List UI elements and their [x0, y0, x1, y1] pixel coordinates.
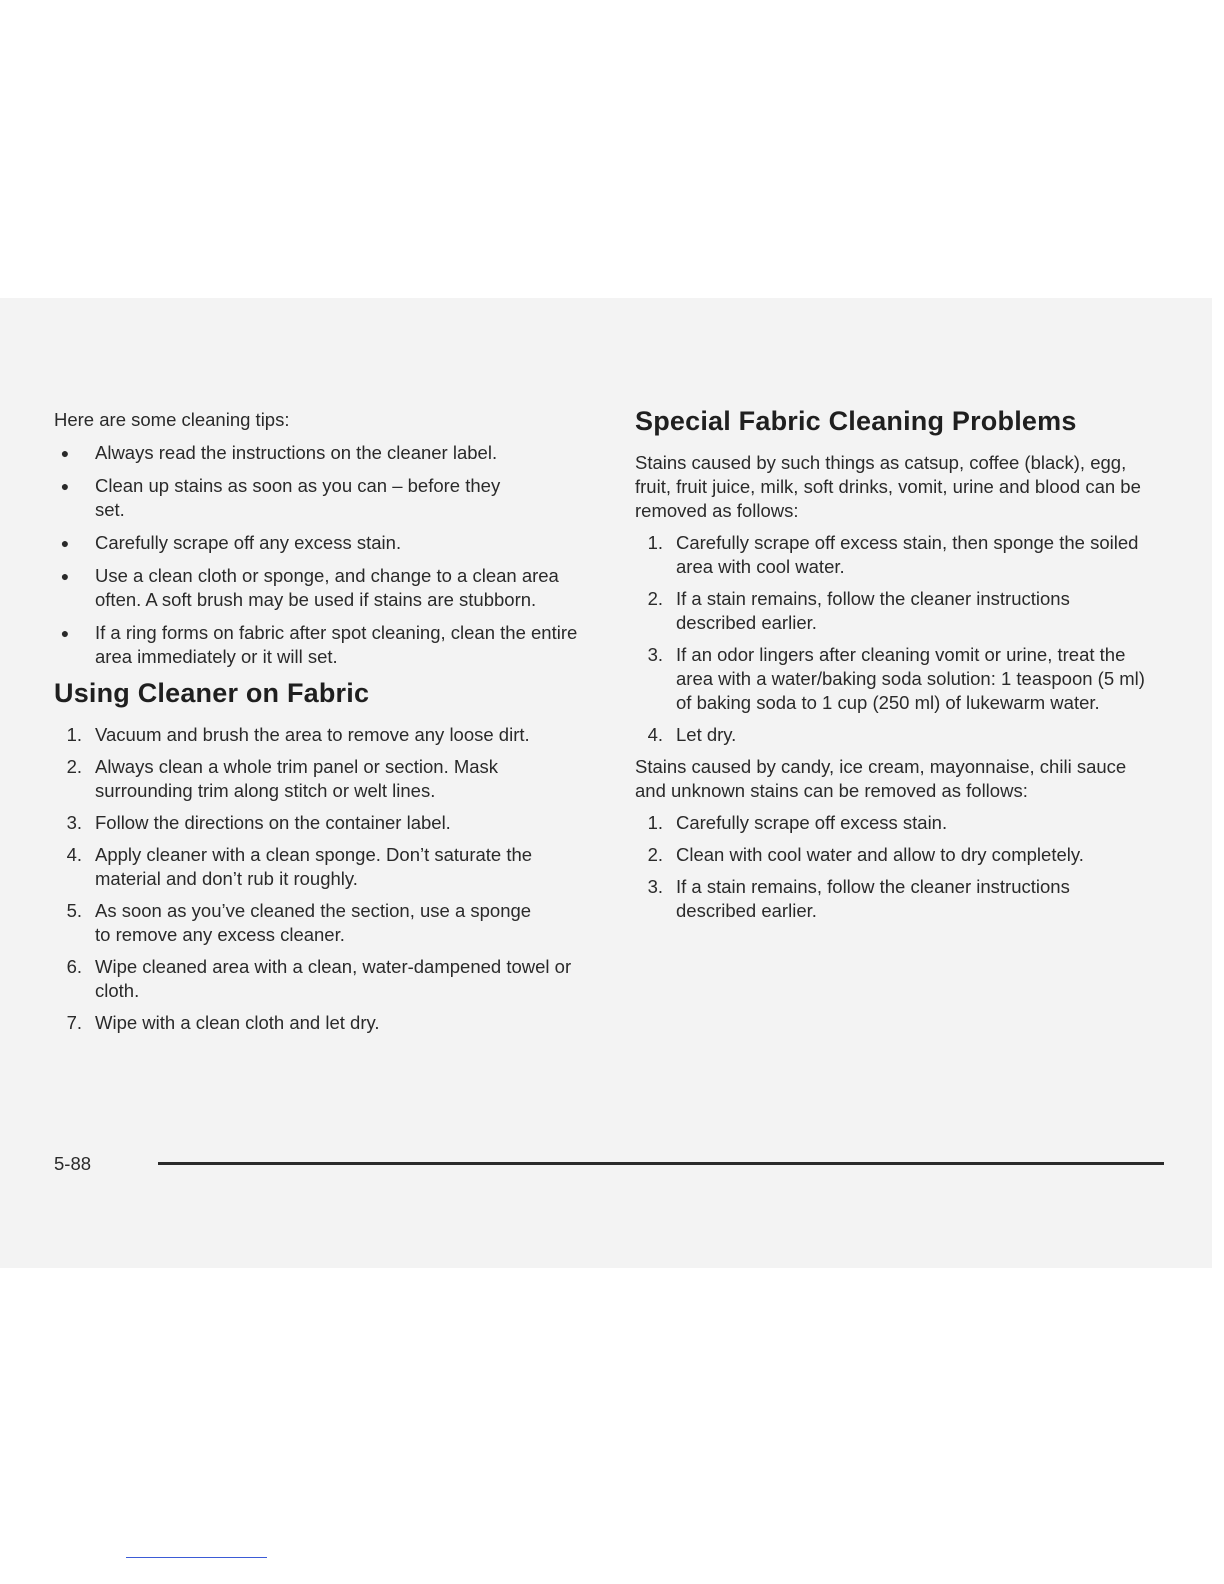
- bullet-icon: ●: [60, 478, 70, 494]
- step-text: Let dry.: [676, 724, 737, 745]
- list-item: [635, 723, 1155, 747]
- list-item: [54, 755, 594, 803]
- step-number: 7.: [66, 1012, 82, 1033]
- using-cleaner-steps: [54, 723, 594, 1035]
- bullet-icon: ●: [60, 445, 70, 461]
- step-text: Vacuum and brush the area to remove any loose dirt.: [95, 724, 530, 745]
- link-underline: [126, 1557, 267, 1558]
- step-number: 3.: [66, 812, 82, 833]
- stains-paragraph-2: Stains caused by candy, ice cream, mayonnaise, chili sauce and unknown stains can be removed as follows:: [635, 756, 1127, 801]
- cleaning-tips-intro: Here are some cleaning tips:: [54, 409, 290, 430]
- list-item-text: Always read the instructions on the cleaner label.: [95, 442, 498, 463]
- step-text: Clean with cool water and allow to dry completely.: [676, 844, 1084, 865]
- list-item: [54, 955, 594, 1003]
- left-column: [54, 408, 594, 1043]
- page-number: 5-88: [54, 1153, 92, 1174]
- step-number: 3.: [647, 876, 663, 897]
- step-text: Wipe with a clean cloth and let dry.: [95, 1012, 380, 1033]
- list-item-text: Use a clean cloth or sponge, and change to a clean area often. A soft brush may be used if stains are stubborn.: [95, 565, 559, 610]
- list-item: [54, 723, 594, 747]
- step-number: 2.: [66, 756, 82, 777]
- bullet-icon: ●: [60, 568, 70, 584]
- list-item-text: If a ring forms on fabric after spot cleaning, clean the entire area immediately or it will set.: [95, 622, 578, 667]
- list-item: [635, 531, 1155, 579]
- step-number: 1.: [647, 812, 663, 833]
- step-number: 5.: [66, 900, 82, 921]
- list-item: [635, 811, 1155, 835]
- list-item-text: Clean up stains as soon as you can – before they set.: [95, 475, 501, 520]
- list-item: [54, 621, 594, 669]
- page-footer: [54, 1152, 1164, 1176]
- step-text: Wipe cleaned area with a clean, water-dampened towel or cloth.: [95, 956, 572, 1001]
- step-number: 1.: [66, 724, 82, 745]
- section-heading-special-fabric: Special Fabric Cleaning Problems: [635, 406, 1077, 436]
- bullet-icon: ●: [60, 535, 70, 551]
- section-heading-using-cleaner: Using Cleaner on Fabric: [54, 678, 370, 708]
- stain-removal-steps-1: [635, 531, 1155, 747]
- step-text: Carefully scrape off excess stain.: [676, 812, 948, 833]
- step-number: 2.: [647, 588, 663, 609]
- list-item: [54, 843, 594, 891]
- bullet-icon: ●: [60, 625, 70, 641]
- list-item: [54, 1011, 594, 1035]
- list-item: [635, 587, 1155, 635]
- manual-page: [0, 298, 1212, 1268]
- step-number: 1.: [647, 532, 663, 553]
- list-item: [54, 564, 594, 612]
- stains-paragraph-1: Stains caused by such things as catsup, coffee (black), egg, fruit, fruit juice, milk, soft drinks, vomit, urine and blood can be removed as follows:: [635, 452, 1141, 521]
- stain-removal-steps-2: [635, 811, 1155, 923]
- footer-rule: [158, 1162, 1164, 1165]
- step-number: 4.: [66, 844, 82, 865]
- list-item: [635, 843, 1155, 867]
- list-item: [54, 474, 594, 522]
- step-text: If a stain remains, follow the cleaner instructions described earlier.: [676, 876, 1070, 921]
- step-text: Follow the directions on the container label.: [95, 812, 451, 833]
- step-number: 3.: [647, 644, 663, 665]
- step-text: Carefully scrape off excess stain, then sponge the soiled area with cool water.: [676, 532, 1139, 577]
- step-text: As soon as you’ve cleaned the section, use a sponge to remove any excess cleaner.: [95, 900, 532, 945]
- right-column: [635, 406, 1155, 931]
- list-item: [54, 811, 594, 835]
- list-item: [54, 531, 594, 555]
- step-text: Always clean a whole trim panel or section. Mask surrounding trim along stitch or welt lines.: [95, 756, 499, 801]
- list-item-text: Carefully scrape off any excess stain.: [95, 532, 402, 553]
- step-text: If a stain remains, follow the cleaner instructions described earlier.: [676, 588, 1070, 633]
- list-item: [54, 441, 594, 465]
- cleaning-tips-list: [54, 441, 594, 669]
- list-item: [54, 899, 594, 947]
- step-number: 6.: [66, 956, 82, 977]
- list-item: [635, 875, 1155, 923]
- step-number: 4.: [647, 724, 663, 745]
- list-item: [635, 643, 1155, 715]
- step-text: If an odor lingers after cleaning vomit or urine, treat the area with a water/baking soda solution: 1 teaspoon (5 ml) of baking soda to 1 cup (250 ml) of lukewarm water.: [676, 644, 1145, 713]
- step-text: Apply cleaner with a clean sponge. Don’t saturate the material and don’t rub it roughly.: [95, 844, 533, 889]
- step-number: 2.: [647, 844, 663, 865]
